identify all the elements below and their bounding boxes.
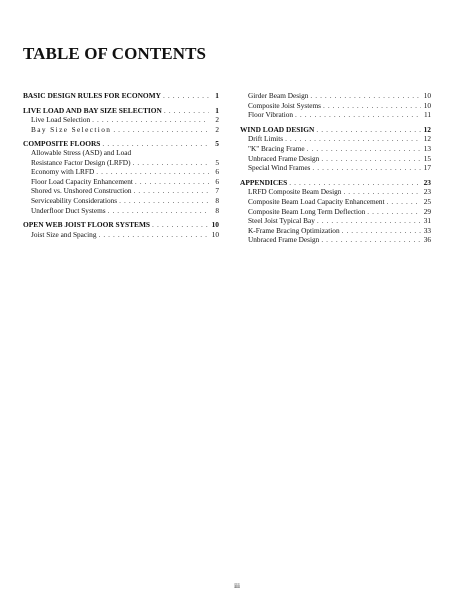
dot-leader — [321, 235, 421, 245]
toc-entry[interactable] — [23, 149, 219, 158]
toc-entry-page: 6 — [215, 167, 219, 177]
dot-leader — [98, 230, 209, 240]
toc-entry-page: 36 — [423, 235, 431, 245]
toc-entry-label: Serviceability Considerations — [31, 195, 118, 205]
toc-entry-page: 29 — [423, 206, 431, 216]
toc-section-entry[interactable] — [23, 91, 219, 101]
toc-entry-page: 33 — [423, 225, 431, 235]
toc-entry-page: 8 — [215, 195, 219, 205]
dot-leader — [119, 196, 209, 206]
dot-leader — [312, 163, 421, 173]
toc-entry-page: 7 — [215, 186, 219, 196]
dot-leader — [317, 216, 421, 226]
toc-entry-page: 13 — [423, 143, 431, 153]
dot-leader — [342, 226, 421, 236]
toc-entry-label: Girder Beam Design — [248, 91, 309, 100]
toc-entry-page: 11 — [423, 110, 431, 120]
toc-entry[interactable] — [240, 197, 431, 207]
page-number: iii — [234, 582, 240, 590]
toc-entry-page: 25 — [423, 196, 431, 206]
toc-entry-label: Allowable Stress (ASD) and Load — [31, 147, 132, 157]
toc-entry-page: 12 — [423, 134, 431, 144]
dot-leader — [164, 106, 209, 116]
dot-leader — [92, 115, 209, 125]
toc-entry-page: 23 — [423, 177, 431, 187]
toc-entry-page: 5 — [215, 157, 219, 167]
toc-entry-label: WIND LOAD DESIGN — [240, 124, 315, 134]
toc-entry-page: 10 — [423, 91, 431, 100]
toc-entry-label: Composite Beam Load Capacity Enhancement — [248, 196, 385, 206]
toc-entry[interactable] — [240, 101, 431, 111]
toc-entry-label: APPENDICES — [240, 177, 288, 187]
toc-entry-label: Bay Size Selection — [31, 124, 112, 134]
dot-leader — [387, 197, 421, 207]
dot-leader — [295, 110, 421, 120]
toc-entry[interactable] — [240, 226, 431, 236]
toc-entry-label: Unbraced Frame Design — [248, 153, 320, 163]
dot-leader — [307, 144, 421, 154]
toc-entry[interactable] — [240, 110, 431, 120]
toc-entry-page: 12 — [423, 124, 431, 134]
toc-entry-label: BASIC DESIGN RULES FOR ECONOMY — [23, 91, 161, 100]
toc-entry[interactable] — [240, 91, 431, 101]
page-title: TABLE OF CONTENTS — [23, 44, 207, 63]
toc-section-entry[interactable] — [23, 220, 219, 230]
dot-leader — [152, 220, 209, 230]
toc-entry-label: Composite Joist Systems — [248, 100, 321, 110]
toc-entry[interactable] — [23, 177, 219, 187]
dot-leader — [135, 177, 209, 187]
toc-left-column — [23, 91, 219, 239]
dot-leader — [108, 206, 209, 216]
toc-entry[interactable] — [23, 186, 219, 196]
toc-entry-label: OPEN WEB JOIST FLOOR SYSTEMS — [23, 220, 151, 230]
toc-entry[interactable] — [23, 196, 219, 206]
toc-entry-label: Joist Size and Spacing — [31, 229, 97, 239]
toc-entry[interactable] — [240, 207, 431, 217]
toc-entry[interactable] — [23, 230, 219, 240]
toc-entry-page: 10 — [423, 100, 431, 110]
toc-entry[interactable] — [240, 144, 431, 154]
toc-entry[interactable] — [23, 158, 219, 168]
toc-entry-page: 10 — [211, 220, 219, 230]
toc-entry-page: 6 — [215, 176, 219, 186]
dot-leader — [113, 125, 209, 135]
toc-entry[interactable] — [23, 167, 219, 177]
toc-entry-label: COMPOSITE FLOORS — [23, 139, 101, 149]
toc-entry-label: Special Wind Frames — [248, 163, 311, 173]
toc-entry-page: 8 — [215, 205, 219, 215]
toc-entry-page: 15 — [423, 153, 431, 163]
dot-leader — [96, 167, 209, 177]
dot-leader — [289, 178, 421, 188]
toc-entry[interactable] — [240, 187, 431, 197]
toc-entry-label: Floor Load Capacity Enhancement — [31, 176, 133, 186]
toc-entry[interactable] — [240, 134, 431, 144]
toc-entry-label: Unbraced Frame Design — [248, 235, 320, 245]
toc-entry-page: 10 — [211, 229, 219, 239]
dot-leader — [134, 186, 209, 196]
toc-entry[interactable] — [240, 163, 431, 173]
toc-entry-label: Drift Limits — [248, 134, 284, 144]
toc-entry-label: Resistance Factor Design (LRFD) — [31, 157, 131, 167]
toc-entry-label: Composite Beam Long Term Deflection — [248, 206, 366, 216]
dot-leader — [285, 134, 421, 144]
dot-leader — [343, 187, 421, 197]
toc-entry[interactable] — [240, 154, 431, 164]
toc-entry-page: 23 — [423, 187, 431, 197]
dot-leader — [163, 91, 209, 101]
toc-entry-page: 5 — [215, 139, 219, 149]
toc-entry[interactable] — [240, 216, 431, 226]
toc-section-entry[interactable] — [240, 125, 431, 135]
toc-right-column — [240, 91, 431, 245]
toc-entry-page: 17 — [423, 163, 431, 173]
toc-section-entry[interactable] — [240, 178, 431, 188]
toc-entry-label: Shored vs. Unshored Construction — [31, 186, 132, 196]
dot-leader — [316, 125, 421, 135]
toc-entry-label: LRFD Composite Beam Design — [248, 187, 342, 197]
dot-leader — [321, 154, 421, 164]
toc-entry-label: K-Frame Bracing Optimization — [248, 225, 340, 235]
toc-entry-page: 2 — [215, 115, 219, 125]
dot-leader — [367, 207, 421, 217]
toc-entry-label: Floor Vibration — [248, 110, 294, 120]
toc-entry-label: "K" Bracing Frame — [248, 143, 305, 153]
toc-entry[interactable] — [23, 115, 219, 125]
dot-leader — [133, 158, 209, 168]
toc-entry[interactable] — [23, 206, 219, 216]
toc-entry-label: LIVE LOAD AND BAY SIZE SELECTION — [23, 105, 162, 115]
toc-entry-label: Underfloor Duct Systems — [31, 205, 106, 215]
toc-entry-page: 2 — [215, 124, 219, 134]
dot-leader — [323, 101, 421, 111]
toc-entry-label: Live Load Selection — [31, 115, 91, 125]
toc-section-entry[interactable] — [23, 106, 219, 116]
toc-entry-page: 31 — [423, 216, 431, 226]
toc-entry-page: 1 — [215, 105, 219, 115]
dot-leader — [310, 91, 421, 101]
toc-entry[interactable] — [23, 125, 219, 135]
toc-entry-label: Steel Joist Typical Bay — [248, 216, 315, 226]
toc-entry[interactable] — [240, 235, 431, 245]
toc-entry-page: 1 — [215, 91, 219, 100]
toc-entry-label: Economy with LRFD — [31, 167, 95, 177]
